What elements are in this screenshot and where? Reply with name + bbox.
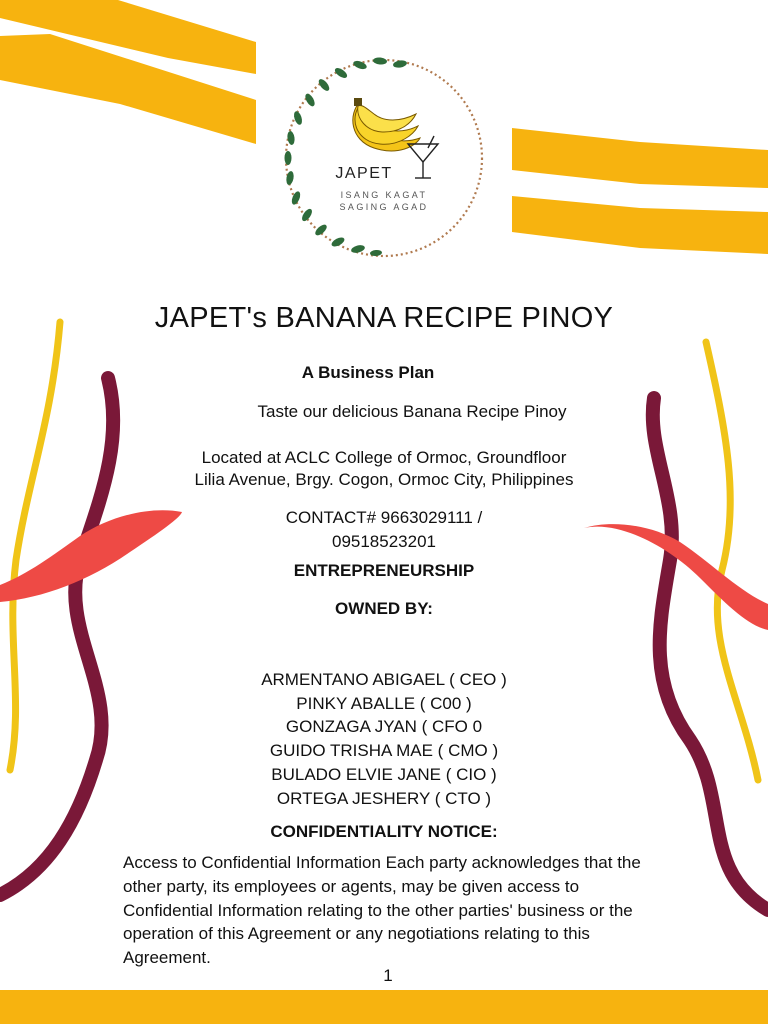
section-heading: ENTREPRENEURSHIP xyxy=(293,561,475,580)
owned-by-heading: OWNED BY: xyxy=(335,599,433,618)
document-title: JAPET's BANANA RECIPE PINOY xyxy=(154,302,614,334)
logo-slogan-line2: SAGING AGAD xyxy=(339,202,429,212)
owner-item: GONZAGA JYAN ( CFO 0 xyxy=(285,717,483,737)
banana-icon xyxy=(353,98,420,151)
page-number: 1 xyxy=(383,966,393,985)
owner-item: BULADO ELVIE JANE ( CIO ) xyxy=(271,764,497,784)
owner-item: ORTEGA JESHERY ( CTO ) xyxy=(276,788,492,808)
location-line-2: Lilia Avenue, Brgy. Cogon, Ormoc City, Philippines xyxy=(194,470,574,489)
contact-info xyxy=(0,506,768,554)
contact-line-2: 09518523201 xyxy=(331,532,436,551)
japet-logo xyxy=(278,52,490,264)
document-subtitle: A Business Plan xyxy=(301,363,435,382)
location-address xyxy=(0,447,768,491)
owner-item: GUIDO TRISHA MAE ( CMO ) xyxy=(269,741,499,761)
confidentiality-heading: CONFIDENTIALITY NOTICE: xyxy=(270,822,498,841)
tagline: Taste our delicious Banana Recipe Pinoy xyxy=(257,402,567,421)
yellow-brush-stroke-top-left xyxy=(0,0,256,144)
logo-slogan-line1: ISANG KAGAT xyxy=(340,190,428,200)
yellow-footer-bar xyxy=(0,990,768,1024)
logo-brand: JAPET xyxy=(335,165,393,182)
owner-item: PINKY ABALLE ( C00 ) xyxy=(296,693,472,713)
location-line-1: Located at ACLC College of Ormoc, Groundfloor xyxy=(201,448,567,467)
rope-ring xyxy=(286,60,482,256)
confidentiality-text: Access to Confidential Information Each party acknowledges that the other party, its employees or agents, may be given access to Confidential Information relating to the other parties' business or the operation of this Agreement or any negotiations relating to this Agreement. xyxy=(123,853,641,968)
leaf-wreath-icon xyxy=(285,57,408,257)
owner-item: ARMENTANO ABIGAEL ( CEO ) xyxy=(261,670,507,689)
yellow-brush-stroke-right xyxy=(512,128,768,254)
owners-list xyxy=(0,668,768,810)
contact-line-1: CONTACT# 9663029111 / xyxy=(285,508,483,527)
